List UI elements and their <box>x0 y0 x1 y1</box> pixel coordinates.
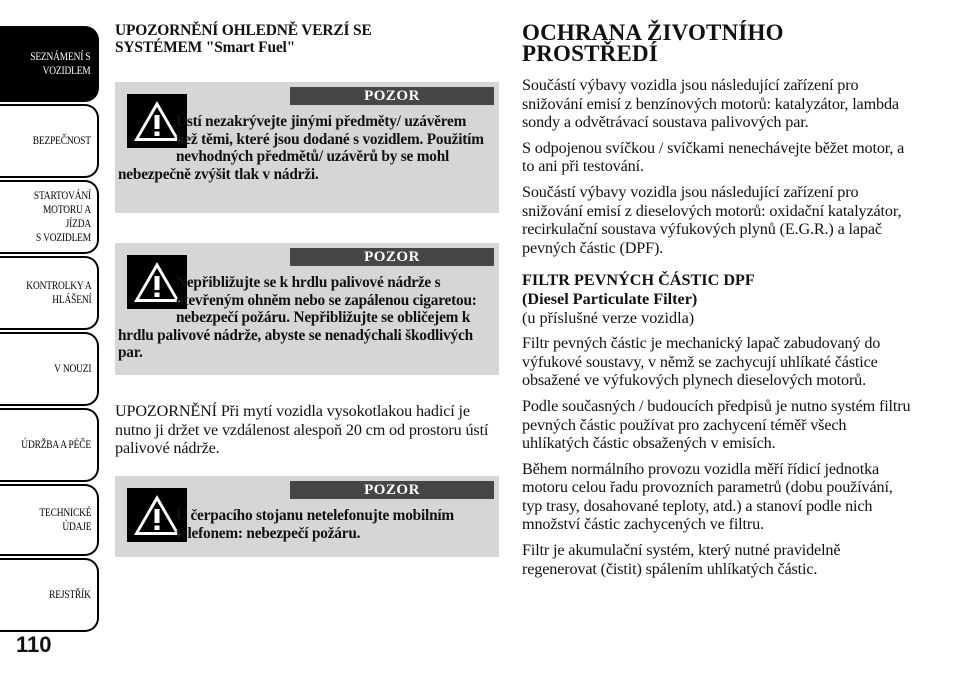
tab-rejstrik[interactable] <box>0 558 99 632</box>
paragraph: Součástí výbavy vozidla jsou následující zařízení pro snižování emisí z benzínových motorů: katalyzátor, lambda sondy a odvětrávací soustava palivových par. <box>522 76 899 132</box>
warning-text: Nepřibližujte se k hrdlu palivové nádrže s otevřeným ohněm nebo se zapálenou cigaretou: nebezpečí požáru. Nepřibližujte se obličejem k hrdlu palivové nádrže, abyste se nenadýchali škodlivých par. <box>118 274 477 361</box>
dpf-subheading: (Diesel Particulate Filter) <box>522 289 698 308</box>
tab-label: V NOUZI <box>53 363 91 375</box>
dpf-version-note: (u příslušné verze vozidla) <box>522 308 695 327</box>
chapter-sidebar <box>0 26 100 632</box>
tab-kontrolky-a-hlaseni[interactable] <box>0 256 99 330</box>
warning-text: U čerpacího stojanu netelefonujte mobilním telefonem: nebezpečí požáru. <box>118 507 491 543</box>
left-column <box>115 22 500 56</box>
tab-bezpecnost[interactable] <box>0 104 99 178</box>
paragraph: Filtr pevných částic je mechanický lapač zabudovaný do výfukové soustavy, v němž se zachycují uhlíkaté částice obsažené ve výfukových plynech dieselových motorů. <box>522 334 881 390</box>
paragraph: Podle současných / budoucích předpisů je nutno systém filtru pevných částic používat pro zachycení téměř všech uhlíkatých částic obsažených v emisích. <box>522 396 911 453</box>
dpf-heading: FILTR PEVNÝCH ČÁSTIC DPF <box>522 271 755 290</box>
icon-spacer <box>118 507 176 543</box>
section-heading-environment: OCHRANA ŽIVOTNÍHO PROSTŘEDÍ <box>522 20 784 66</box>
paragraph: Během normálního provozu vozidla měří řídicí jednotka motoru celou řadu provozních parametrů (dobu používání, typ trasy, dosahované teploty, atd.) a stanoví podle nich množství částic zachycených ve filtru. <box>522 459 893 534</box>
warning-title: POZOR <box>290 87 494 105</box>
tab-udrzba-a-pece[interactable] <box>0 408 99 482</box>
icon-spacer <box>118 113 176 149</box>
right-column <box>522 22 912 585</box>
page-number: 110 <box>16 632 52 657</box>
section-heading-smart-fuel: UPOZORNĚNÍ OHLEDNĚ VERZÍ SE SYSTÉMEM "Smart Fuel" <box>115 22 372 56</box>
wash-note: UPOZORNĚNÍ Při mytí vozidla vysokotlakou hadicí je nutno ji držet ve vzdálenost alespoň 20 cm od prostoru ústí palivové nádrže. <box>115 402 489 458</box>
tab-startovani-motoru[interactable] <box>0 180 99 254</box>
warning-box-3 <box>115 476 499 557</box>
tab-label: ÚDRŽBA A PÉČE <box>21 439 91 451</box>
tab-v-nouzi[interactable] <box>0 332 99 406</box>
wash-note-block <box>115 402 500 465</box>
tab-label: STARTOVÁNÍ MOTORU A JÍZDA S VOZIDLEM <box>33 190 91 244</box>
warning-title: POZOR <box>290 481 494 499</box>
tab-label: TECHNICKÉ ÚDAJE <box>39 507 91 533</box>
tab-label: REJSTŘÍK <box>49 589 91 601</box>
paragraph: Součástí výbavy vozidla jsou následující zařízení pro snižování emisí z dieselových motorů: oxidační katalyzátor, recirkulační soustava výfukových plynů (E.G.R.) a lapač pevných částic (DPF). <box>522 182 902 257</box>
warning-text: Ústí nezakrývejte jinými předměty/ uzávěrem než těmi, které jsou dodané s vozidlem. Použitím nevhodných předmětů/ uzávěrů by se mohl nebezpečně zvýšit tlak v nádrži. <box>118 113 484 183</box>
warning-title: POZOR <box>290 248 494 266</box>
tab-technicke-udaje[interactable] <box>0 484 99 556</box>
warning-box-1 <box>115 82 499 213</box>
tab-label: KONTROLKY A HLÁŠENÍ <box>25 280 91 306</box>
tab-seznameni-s-vozidlem[interactable] <box>0 26 99 102</box>
tab-label: BEZPEČNOST <box>32 135 91 147</box>
paragraph: S odpojenou svíčkou / svíčkami nenechávejte běžet motor, a to ani při testování. <box>522 138 905 176</box>
paragraph: Filtr je akumulační systém, který nutné pravidelně regenerovat (čistit) spálením uhlíkatých částic. <box>522 541 841 578</box>
tab-label: SEZNÁMENÍ S VOZIDLEM <box>30 51 91 77</box>
icon-spacer <box>118 274 176 310</box>
warning-box-2 <box>115 243 499 375</box>
